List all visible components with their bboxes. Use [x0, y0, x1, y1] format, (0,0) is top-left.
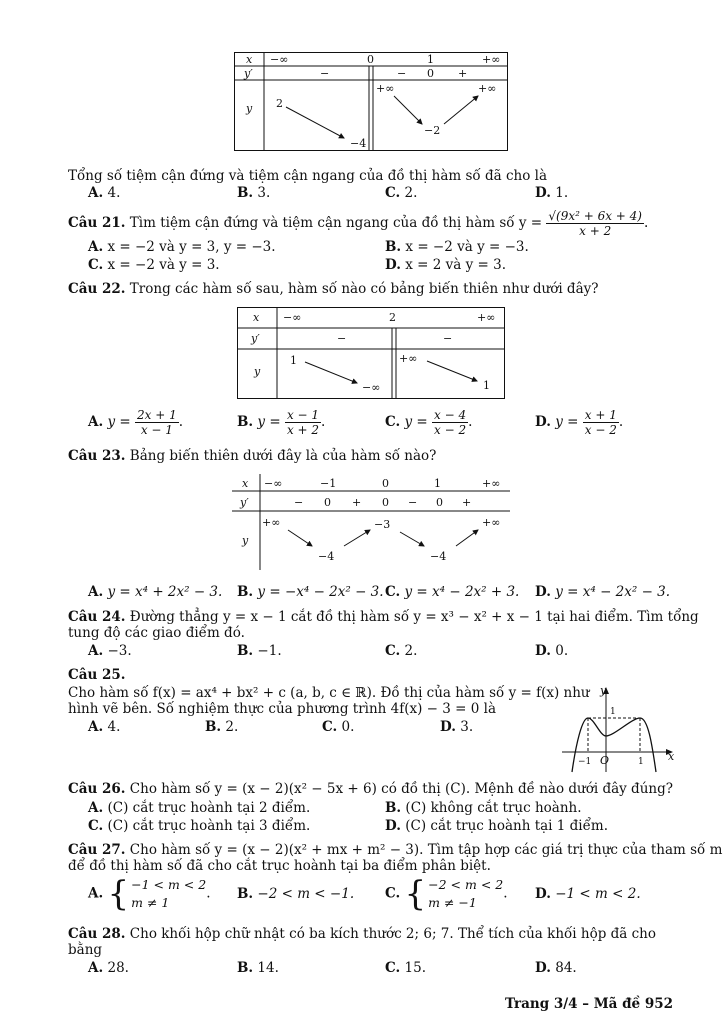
variation-table-q20 — [234, 52, 508, 152]
q20-option-b[interactable]: B. 3. — [237, 185, 271, 201]
tbl22-y-1: −∞ — [362, 381, 381, 394]
tbl20-x-3: +∞ — [482, 53, 501, 66]
tbl20-sign-0: − — [320, 67, 330, 80]
q25-option-b[interactable]: B. 2. — [205, 719, 239, 735]
tbl20-y-2: +∞ — [376, 82, 395, 95]
q27-option-c[interactable]: C. { −2 < m < 2 m ≠ −1. — [385, 874, 508, 914]
tbl20-sign-2: 0 — [427, 67, 434, 80]
tbl23-x-4: +∞ — [482, 477, 501, 490]
q25-stem-1: Cho hàm số f(x) = ax⁴ + bx² + c (a, b, c ∈ ℝ). Đồ thị của hàm số y = f(x) như — [68, 685, 590, 701]
tbl20-x-0: −∞ — [270, 53, 289, 66]
tbl23-x-1: −1 — [320, 477, 337, 490]
q23-stem: Câu 23. Bảng biến thiên dưới đây là của hàm số nào? — [68, 448, 437, 464]
graph-origin: O — [600, 754, 610, 767]
graph-tick-y1: 1 — [610, 707, 616, 717]
q24-option-a[interactable]: A. −3. — [88, 643, 132, 659]
tbl20-sign-3: + — [458, 67, 468, 80]
tbl23-y-0: +∞ — [262, 516, 281, 529]
tbl23-sign-4: − — [408, 496, 418, 509]
q21-option-a[interactable]: A. x = −2 và y = 3, y = −3. — [88, 239, 276, 255]
q25-option-c[interactable]: C. 0. — [322, 719, 355, 735]
q23-option-b[interactable]: B. y = −x⁴ − 2x² − 3. — [237, 584, 384, 600]
tbl22-x-1: 2 — [389, 311, 396, 324]
q20-stem: Tổng số tiệm cận đứng và tiệm cận ngang của đồ thị hàm số đã cho là — [68, 168, 548, 184]
tbl20-y-label: y — [246, 102, 253, 115]
q21-option-b[interactable]: B. x = −2 và y = −3. — [385, 239, 529, 255]
q27-stem-1: Câu 27. Cho hàm số y = (x − 2)(x² + mx + m² − 3). Tìm tập hợp các giá trị thực của tham số m — [68, 842, 723, 858]
tbl23-sign-1: 0 — [324, 496, 331, 509]
q25-stem-2: hình vẽ bên. Số nghiệm thực của phương trình 4f(x) − 3 = 0 là — [68, 701, 497, 717]
tbl20-y-3: −2 — [424, 124, 441, 137]
tbl23-sign-0: − — [294, 496, 304, 509]
q26-option-a[interactable]: A. (C) cắt trục hoành tại 2 điểm. — [88, 800, 311, 816]
q23-option-d[interactable]: D. y = x⁴ − 2x² − 3. — [535, 584, 671, 600]
graph-tick-1: 1 — [638, 757, 644, 767]
tbl23-sign-6: + — [462, 496, 472, 509]
graph-y-label: y — [600, 684, 607, 697]
tbl22-sign-1: − — [443, 332, 453, 345]
q24-option-b[interactable]: B. −1. — [237, 643, 282, 659]
tbl20-x-1: 0 — [367, 53, 374, 66]
tbl22-yp-label: y′ — [251, 332, 260, 345]
graph-tick-neg1: −1 — [578, 757, 592, 767]
q26-option-b[interactable]: B. (C) không cắt trục hoành. — [385, 800, 582, 816]
tbl23-sign-5: 0 — [436, 496, 443, 509]
page-footer: Trang 3/4 – Mã đề 952 — [504, 996, 673, 1012]
q28-option-a[interactable]: A. 28. — [88, 960, 129, 976]
tbl22-y-3: 1 — [483, 379, 490, 392]
tbl23-x-3: 1 — [434, 477, 441, 490]
q22-stem: Câu 22. Trong các hàm số sau, hàm số nào có bảng biến thiên như dưới đây? — [68, 281, 599, 297]
tbl20-y-1: −4 — [350, 137, 367, 150]
tbl22-x-2: +∞ — [477, 311, 496, 324]
q28-option-b[interactable]: B. 14. — [237, 960, 279, 976]
q21-option-c[interactable]: C. x = −2 và y = 3. — [88, 257, 220, 273]
tbl23-x-label: x — [242, 477, 249, 490]
tbl20-y-4: +∞ — [478, 82, 497, 95]
q20-option-d[interactable]: D. 1. — [535, 185, 569, 201]
tbl22-x-label: x — [253, 311, 260, 324]
q25-option-d[interactable]: D. 3. — [440, 719, 474, 735]
q24-stem-1: Câu 24. Đường thẳng y = x − 1 cắt đồ thị hàm số y = x³ − x² + x − 1 tại hai điểm. Tìm tổng — [68, 609, 699, 625]
tbl20-x-label: x — [246, 53, 253, 66]
q22-option-a[interactable]: A. y = $\frac{2x + 1}{x - 1}$ . — [88, 408, 184, 437]
tbl20-x-2: 1 — [427, 53, 434, 66]
q26-option-c[interactable]: C. (C) cắt trục hoành tại 3 điểm. — [88, 818, 311, 834]
q25-function-graph — [560, 684, 680, 776]
tbl23-y-label: y — [242, 534, 249, 547]
q22-option-b[interactable]: B. y = $\frac{x - 1}{x + 2}$ . — [237, 408, 326, 437]
tbl20-yp-label: y′ — [244, 67, 253, 80]
q23-option-c[interactable]: C. y = x⁴ − 2x² + 3. — [385, 584, 520, 600]
q21-stem: Câu 21. Tìm tiệm cận đứng và tiệm cận ngang của đồ thị hàm số y = $\frac{\text{√(9x² + 6x + 4)}}{x + 2}$ . — [68, 209, 649, 238]
tbl23-sign-3: 0 — [382, 496, 389, 509]
q28-stem-2: bằng — [68, 942, 103, 958]
tbl23-y-1: −4 — [318, 550, 335, 563]
tbl23-x-2: 0 — [382, 477, 389, 490]
variation-table-q23 — [232, 474, 510, 570]
graph-x-label: x — [668, 750, 675, 763]
q28-stem-1: Câu 28. Cho khối hộp chữ nhật có ba kích thước 2; 6; 7. Thể tích của khối hộp đã cho — [68, 926, 657, 942]
q20-option-a[interactable]: A. 4. — [88, 185, 121, 201]
tbl23-y-3: −4 — [430, 550, 447, 563]
tbl23-yp-label: y′ — [240, 496, 249, 509]
tbl23-sign-2: + — [352, 496, 362, 509]
q22-option-c[interactable]: C. y = $\frac{x - 4}{x - 2}$ . — [385, 408, 473, 437]
tbl22-sign-0: − — [337, 332, 347, 345]
q21-option-d[interactable]: D. x = 2 và y = 3. — [385, 257, 506, 273]
q25-option-a[interactable]: A. 4. — [88, 719, 121, 735]
q27-option-d[interactable]: D. −1 < m < 2. — [535, 886, 641, 902]
q26-stem: Câu 26. Cho hàm số y = (x − 2)(x² − 5x + 6) có đồ thị (C). Mệnh đề nào dưới đây đúng? — [68, 781, 673, 797]
tbl22-y-2: +∞ — [399, 352, 418, 365]
q27-option-a[interactable]: A. { −1 < m < 2 m ≠ 1. — [88, 874, 211, 914]
tbl23-y-2: −3 — [374, 518, 391, 531]
q24-stem-2: tung độ các giao điểm đó. — [68, 625, 245, 641]
q24-option-c[interactable]: C. 2. — [385, 643, 418, 659]
q24-option-d[interactable]: D. 0. — [535, 643, 569, 659]
tbl23-y-4: +∞ — [482, 516, 501, 529]
variation-table-q22 — [237, 307, 505, 399]
q22-option-d[interactable]: D. y = $\frac{x + 1}{x - 2}$ . — [535, 408, 624, 437]
q28-option-c[interactable]: C. 15. — [385, 960, 426, 976]
tbl22-x-0: −∞ — [283, 311, 302, 324]
q28-option-d[interactable]: D. 84. — [535, 960, 577, 976]
tbl22-y-label: y — [254, 365, 261, 378]
q27-stem-2: để đồ thị hàm số đã cho cắt trục hoành tại ba điểm phân biệt. — [68, 858, 491, 874]
tbl23-x-0: −∞ — [264, 477, 283, 490]
tbl20-sign-1: − — [397, 67, 407, 80]
q23-option-a[interactable]: A. y = x⁴ + 2x² − 3. — [88, 584, 223, 600]
q20-option-c[interactable]: C. 2. — [385, 185, 418, 201]
q26-option-d[interactable]: D. (C) cắt trục hoành tại 1 điểm. — [385, 818, 609, 834]
tbl22-y-0: 1 — [290, 354, 297, 367]
q25-label: Câu 25. — [68, 667, 126, 683]
tbl20-y-0: 2 — [276, 97, 283, 110]
q27-option-b[interactable]: B. −2 < m < −1. — [237, 886, 355, 902]
